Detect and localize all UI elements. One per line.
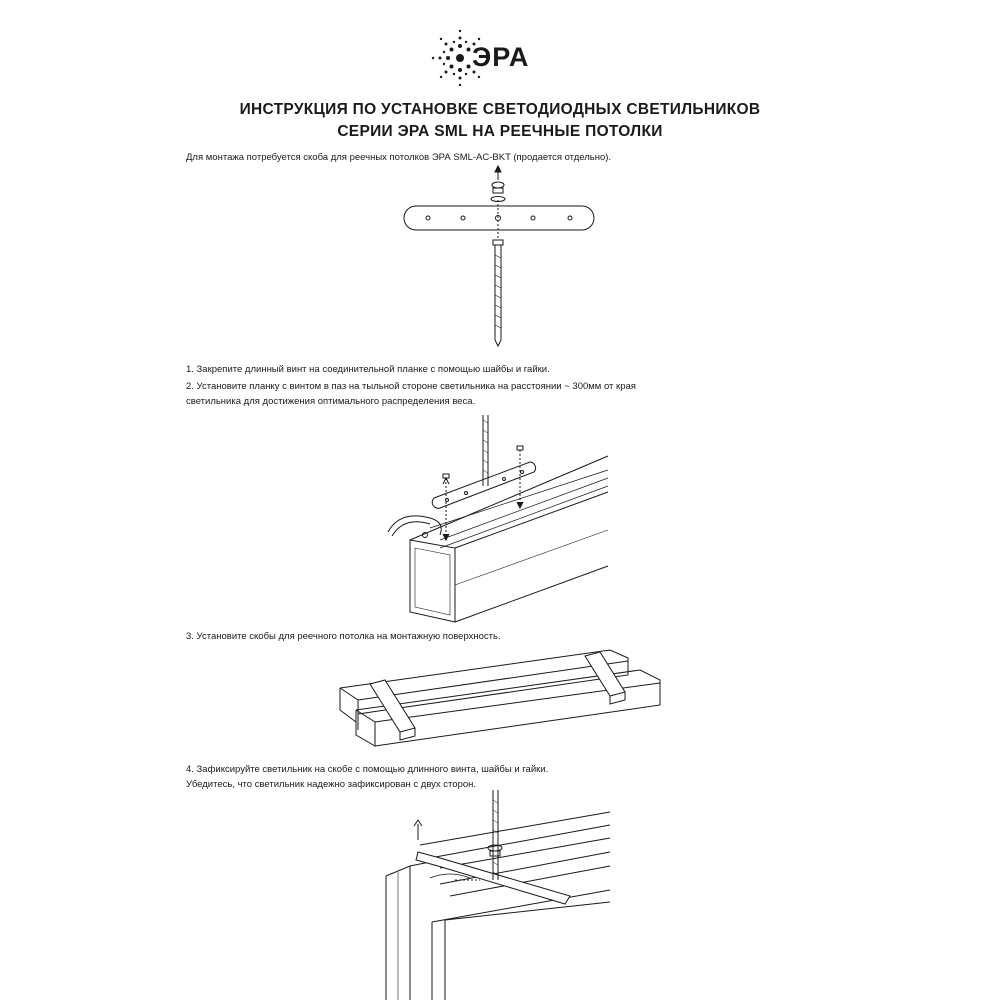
step-1-text: 1. Закрепите длинный винт на соединительной планке с помощью шайбы и гайки. — [186, 364, 550, 375]
step-2-text-line-1: 2. Установите планку с винтом в паз на тыльной стороне светильника на расстоянии ~ 300мм от края — [186, 381, 636, 392]
step-3-text: 3. Установите скобы для реечного потолка на монтажную поверхность. — [186, 631, 501, 642]
step-2-text-line-2: светильника для достижения оптимального распределения веса. — [186, 396, 476, 407]
page-title-line-1: ИНСТРУКЦИЯ ПО УСТАНОВКЕ СВЕТОДИОДНЫХ СВЕТИЛЬНИКОВ — [239, 101, 761, 118]
step-4-text-line-1: 4. Зафиксируйте светильник на скобе с помощью длинного винта, шайбы и гайки. — [186, 764, 549, 775]
page-title-line-2: СЕРИИ ЭРА SML НА РЕЕЧНЫЕ ПОТОЛКИ — [337, 123, 663, 140]
intro-text: Для монтажа потребуется скоба для реечных потолков ЭРА SML-AC-BKT (продается отдельно). — [186, 152, 612, 163]
brand-name: ЭРА — [472, 42, 530, 72]
step-4-text-line-2: Убедитесь, что светильник надежно зафиксирован с двух сторон. — [186, 779, 477, 790]
